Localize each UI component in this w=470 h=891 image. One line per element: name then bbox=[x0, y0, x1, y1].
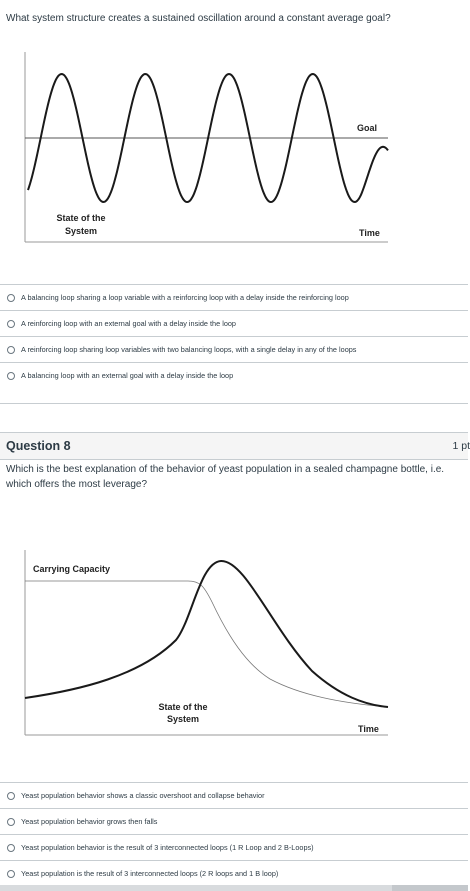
goal-label: Goal bbox=[357, 123, 378, 133]
radio-button[interactable] bbox=[7, 320, 15, 328]
question-8-header bbox=[0, 432, 468, 460]
answer-label: A balancing loop sharing a loop variable with a reinforcing loop with a delay inside the reinforcing loop bbox=[21, 293, 349, 302]
radio-button[interactable] bbox=[7, 818, 15, 826]
answer-label: A balancing loop with an external goal with a delay inside the loop bbox=[21, 371, 234, 380]
time-label: Time bbox=[358, 724, 379, 734]
radio-button[interactable] bbox=[7, 870, 15, 878]
question-separator bbox=[0, 403, 468, 404]
question-title: Question 8 bbox=[6, 439, 71, 453]
answer-option[interactable] bbox=[0, 336, 468, 362]
state-label-2: System bbox=[64, 226, 98, 236]
capacity-label: Carrying Capacity bbox=[33, 564, 111, 574]
radio-button[interactable] bbox=[7, 294, 15, 302]
scrollbar-thumb[interactable] bbox=[392, 885, 468, 891]
oscillation-curve bbox=[28, 74, 388, 202]
oscillation-graph bbox=[0, 30, 468, 260]
answer-label: A reinforcing loop sharing loop variables with two balancing loops, with a single delay in any of the loops bbox=[21, 345, 357, 354]
answer-option[interactable] bbox=[0, 782, 468, 808]
question-7-answers bbox=[0, 284, 468, 388]
state-label: State of the bbox=[158, 702, 208, 712]
overshoot-graph bbox=[0, 550, 468, 750]
answer-label: A reinforcing loop with an external goal with a delay inside the loop bbox=[21, 319, 236, 328]
overshoot-figure bbox=[0, 550, 468, 750]
state-label-2: System bbox=[166, 714, 200, 724]
answer-label: Yeast population behavior is the result of 3 interconnected loops (1 R Loop and 2 B-Loops) bbox=[21, 843, 314, 852]
answer-option[interactable] bbox=[0, 834, 468, 860]
answer-option[interactable] bbox=[0, 860, 468, 886]
question-points: 1 pt bbox=[452, 440, 470, 452]
question-7-text: What system structure creates a sustained oscillation around a constant average goal? bbox=[6, 13, 391, 24]
answer-option[interactable] bbox=[0, 310, 468, 336]
oscillation-figure bbox=[0, 30, 468, 260]
answer-label: Yeast population behavior grows then falls bbox=[21, 817, 158, 826]
state-label: State of the bbox=[56, 213, 106, 223]
question-8-answers bbox=[0, 782, 468, 886]
radio-button[interactable] bbox=[7, 844, 15, 852]
time-label: Time bbox=[359, 228, 380, 238]
radio-button[interactable] bbox=[7, 372, 15, 380]
answer-label: Yeast population behavior shows a classic overshoot and collapse behavior bbox=[21, 791, 265, 800]
horizontal-scrollbar[interactable] bbox=[0, 885, 468, 891]
population-curve bbox=[25, 561, 388, 707]
radio-button[interactable] bbox=[7, 792, 15, 800]
question-8-text: Which is the best explanation of the behavior of yeast population in a sealed champagne bottle, i.e. which offers the most leverage? bbox=[6, 464, 445, 490]
answer-option[interactable] bbox=[0, 808, 468, 834]
answer-option[interactable] bbox=[0, 284, 468, 310]
answer-option[interactable] bbox=[0, 362, 468, 388]
answer-label: Yeast population is the result of 3 interconnected loops (2 R loops and 1 B loop) bbox=[21, 869, 279, 878]
radio-button[interactable] bbox=[7, 346, 15, 354]
